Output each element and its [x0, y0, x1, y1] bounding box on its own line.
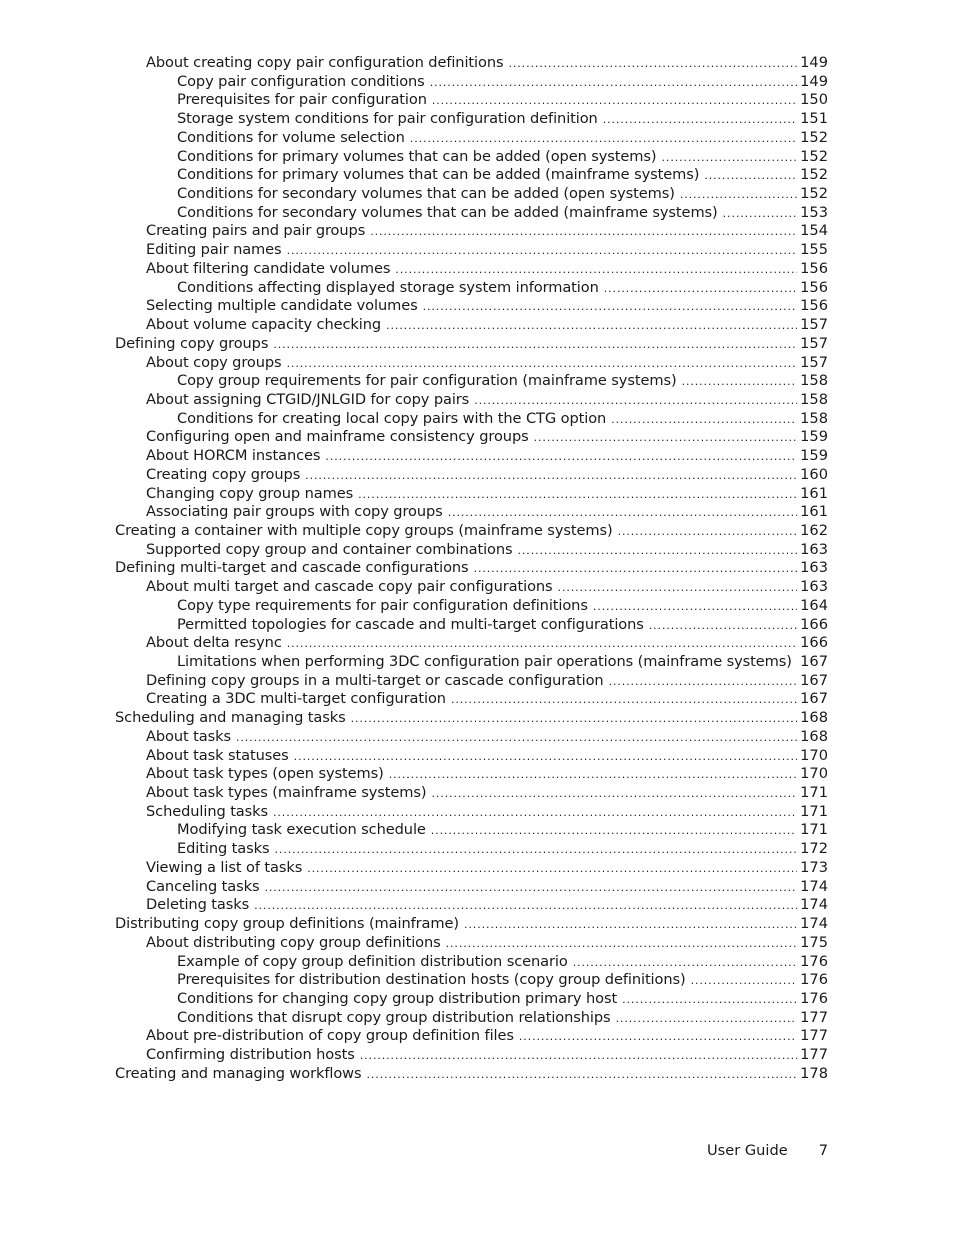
toc-dot-leader — [519, 1028, 797, 1047]
toc-entry[interactable] — [146, 634, 828, 653]
toc-entry[interactable] — [177, 372, 828, 391]
toc-entry-page: 172 — [800, 840, 828, 858]
toc-entry-title: Scheduling and managing tasks — [115, 709, 346, 727]
toc-entry-page: 171 — [800, 784, 828, 802]
toc-entry-title: About multi target and cascade copy pair configurations — [146, 578, 553, 596]
toc-entry[interactable] — [177, 91, 828, 110]
toc-entry-title: Conditions affecting displayed storage system information — [177, 278, 599, 296]
toc-entry-page: 177 — [800, 1027, 828, 1045]
toc-entry-page: 163 — [800, 559, 828, 577]
toc-entry[interactable] — [146, 503, 828, 522]
toc-entry[interactable] — [177, 653, 828, 672]
toc-entry-page: 152 — [800, 185, 828, 203]
toc-entry[interactable] — [177, 616, 828, 635]
toc-dot-leader — [558, 579, 798, 598]
toc-entry-title: About creating copy pair configuration definitions — [146, 54, 504, 71]
toc-dot-leader — [474, 392, 797, 411]
toc-entry[interactable] — [146, 934, 828, 953]
toc-dot-leader — [307, 860, 797, 879]
toc-entry[interactable] — [115, 709, 828, 728]
toc-entry[interactable] — [146, 690, 828, 709]
toc-dot-leader — [431, 822, 797, 841]
toc-dot-leader — [287, 635, 797, 654]
toc-entry-page: 175 — [800, 933, 828, 951]
toc-entry[interactable] — [146, 297, 828, 316]
toc-dot-leader — [432, 785, 798, 804]
toc-entry-title: About filtering candidate volumes — [146, 259, 391, 277]
toc-entry-title: Creating copy groups — [146, 465, 301, 483]
toc-dot-leader — [680, 186, 797, 205]
toc-entry-page: 157 — [800, 316, 828, 334]
toc-entry-title: Example of copy group definition distribution scenario — [177, 952, 568, 970]
toc-entry[interactable] — [115, 915, 828, 934]
toc-entry[interactable] — [146, 54, 828, 73]
toc-entry-page: 161 — [800, 484, 828, 502]
toc-entry-title: About volume capacity checking — [146, 316, 382, 334]
toc-dot-leader — [609, 673, 798, 692]
toc-entry[interactable] — [146, 316, 828, 335]
toc-entry-title: Editing pair names — [146, 241, 282, 259]
toc-entry[interactable] — [146, 878, 828, 897]
toc-entry[interactable] — [177, 840, 828, 859]
toc-entry-title: Viewing a list of tasks — [146, 858, 303, 876]
toc-dot-leader — [423, 298, 798, 317]
toc-dot-leader — [367, 1066, 798, 1085]
toc-entry-page: 158 — [800, 372, 828, 390]
toc-dot-leader — [446, 935, 798, 954]
toc-entry-page: 170 — [800, 765, 828, 783]
toc-entry[interactable] — [146, 765, 828, 784]
toc-dot-leader — [682, 373, 798, 392]
toc-entry-title: About copy groups — [146, 353, 282, 371]
toc-dot-leader — [370, 223, 797, 242]
toc-entry-title: Conditions for secondary volumes that can be added (open systems) — [177, 185, 675, 203]
toc-entry[interactable] — [177, 166, 828, 185]
toc-entry-title: Defining multi-target and cascade configurations — [115, 559, 469, 577]
toc-entry-page: 156 — [800, 278, 828, 296]
toc-dot-leader — [616, 1010, 798, 1029]
toc-dot-leader — [395, 261, 797, 280]
toc-entry-page: 160 — [800, 465, 828, 483]
toc-entry[interactable] — [115, 335, 828, 354]
toc-entry[interactable] — [146, 391, 828, 410]
toc-entry-title: About tasks — [146, 727, 232, 745]
toc-entry-page: 163 — [800, 540, 828, 558]
toc-entry-title: About task statuses — [146, 746, 289, 764]
toc-dot-leader — [386, 317, 797, 336]
toc-entry[interactable] — [146, 784, 828, 803]
toc-dot-leader — [464, 916, 797, 935]
toc-entry-title: Defining copy groups in a multi-target or cascade configuration — [146, 671, 604, 689]
toc-entry-title: Editing tasks — [177, 840, 270, 858]
toc-entry-page: 173 — [800, 858, 828, 876]
toc-entry-page: 167 — [800, 690, 828, 708]
toc-entry-page: 153 — [800, 203, 828, 221]
toc-entry-page: 166 — [800, 615, 828, 633]
toc-entry[interactable] — [146, 728, 828, 747]
toc-entry-title: Associating pair groups with copy groups — [146, 503, 443, 521]
toc-dot-leader — [236, 729, 797, 748]
toc-entry-page: 152 — [800, 166, 828, 184]
toc-entry[interactable] — [146, 747, 828, 766]
toc-entry-title: About task types (mainframe systems) — [146, 784, 427, 802]
toc-entry[interactable] — [115, 1065, 828, 1084]
toc-entry[interactable] — [177, 110, 828, 129]
toc-entry-page: 176 — [800, 952, 828, 970]
toc-entry-page: 168 — [800, 709, 828, 727]
toc-dot-leader — [448, 504, 797, 523]
toc-entry-page: 155 — [800, 241, 828, 259]
toc-dot-leader — [287, 242, 798, 261]
toc-entry-page: 174 — [800, 896, 828, 914]
toc-dot-leader — [649, 617, 797, 636]
toc-entry[interactable] — [146, 1046, 828, 1065]
toc-entry-title: Defining copy groups — [115, 334, 269, 352]
toc-dot-leader — [662, 149, 798, 168]
toc-entry-title: About task types (open systems) — [146, 765, 384, 783]
toc-entry-page: 174 — [800, 877, 828, 895]
toc-dot-leader — [305, 467, 797, 486]
toc-entry-page: 154 — [800, 222, 828, 240]
toc-entry-title: Configuring open and mainframe consistency groups — [146, 428, 529, 446]
toc-entry[interactable] — [146, 466, 828, 485]
toc-entry-title: Permitted topologies for cascade and multi-target configurations — [177, 615, 644, 633]
toc-entry[interactable] — [146, 803, 828, 822]
toc-entry-page: 156 — [800, 259, 828, 277]
toc-entry-page: 151 — [800, 110, 828, 128]
toc-entry-title: Creating a container with multiple copy groups (mainframe systems) — [115, 521, 613, 539]
toc-dot-leader — [691, 972, 798, 991]
toc-entry[interactable] — [177, 1009, 828, 1028]
toc-dot-leader — [325, 448, 797, 467]
toc-entry-title: About pre-distribution of copy group definition files — [146, 1027, 514, 1045]
toc-entry-page: 150 — [800, 91, 828, 109]
toc-entry-title: Limitations when performing 3DC configuration pair operations (mainframe systems) — [177, 653, 792, 670]
toc-entry[interactable] — [146, 896, 828, 915]
toc-entry-page: 171 — [800, 802, 828, 820]
toc-entry[interactable] — [177, 279, 828, 298]
toc-entry-page: 177 — [800, 1046, 828, 1064]
toc-entry-page: 176 — [800, 989, 828, 1007]
toc-dot-leader — [604, 280, 797, 299]
toc-entry-title: Creating a 3DC multi-target configuration — [146, 690, 446, 708]
toc-entry-page: 176 — [800, 971, 828, 989]
toc-entry-page: 158 — [800, 390, 828, 408]
toc-entry[interactable] — [177, 148, 828, 167]
toc-entry-page: 161 — [800, 503, 828, 521]
toc-entry-title: Conditions for primary volumes that can be added (mainframe systems) — [177, 166, 700, 184]
toc-dot-leader — [430, 74, 797, 93]
toc-entry-page: 152 — [800, 147, 828, 165]
toc-dot-leader — [254, 897, 797, 916]
toc-entry[interactable] — [146, 222, 828, 241]
toc-entry-title: Confirming distribution hosts — [146, 1046, 355, 1064]
toc-dot-leader — [275, 841, 798, 860]
toc-dot-leader — [360, 1047, 797, 1066]
page-footer — [707, 1142, 828, 1159]
toc-entry[interactable] — [177, 821, 828, 840]
toc-dot-leader — [351, 710, 798, 729]
toc-dot-leader — [389, 766, 797, 785]
toc-entry-title: Conditions for primary volumes that can be added (open systems) — [177, 147, 657, 165]
toc-entry-title: Conditions for creating local copy pairs with the CTG option — [177, 409, 607, 427]
toc-entry-title: Modifying task execution schedule — [177, 821, 426, 839]
toc-dot-leader — [618, 523, 798, 542]
toc-entry-title: About delta resync — [146, 634, 282, 652]
toc-entry[interactable] — [177, 597, 828, 616]
toc-entry-title: Prerequisites for distribution destination hosts (copy group definitions) — [177, 971, 686, 989]
toc-dot-leader — [508, 55, 797, 74]
toc-dot-leader — [518, 542, 798, 561]
toc-entry-page: 174 — [800, 915, 828, 933]
toc-entry[interactable] — [146, 672, 828, 691]
toc-entry-page: 162 — [800, 521, 828, 539]
toc-entry[interactable] — [115, 559, 828, 578]
toc-entry[interactable] — [146, 354, 828, 373]
toc-dot-leader — [294, 748, 797, 767]
toc-dot-leader — [573, 954, 797, 973]
toc-entry[interactable] — [177, 129, 828, 148]
toc-entry-title: Copy type requirements for pair configuration definitions — [177, 596, 588, 614]
toc-entry[interactable] — [177, 410, 828, 429]
toc-entry-page: 167 — [800, 671, 828, 689]
toc-entry-page: 156 — [800, 297, 828, 315]
toc-entry-page: 152 — [800, 128, 828, 146]
toc-entry-title: Deleting tasks — [146, 896, 250, 914]
toc-entry[interactable] — [177, 990, 828, 1009]
toc-entry[interactable] — [146, 541, 828, 560]
toc-entry-page: 163 — [800, 578, 828, 596]
toc-entry-page: 166 — [800, 634, 828, 652]
toc-entry-page: 159 — [800, 428, 828, 446]
toc-entry-page: 167 — [800, 653, 828, 670]
toc-dot-leader — [432, 92, 797, 111]
toc-entry-title: Supported copy group and container combinations — [146, 540, 513, 558]
toc-entry-title: Scheduling tasks — [146, 802, 269, 820]
toc-entry-title: Creating and managing workflows — [115, 1064, 362, 1082]
toc-dot-leader — [264, 879, 797, 898]
toc-dot-leader — [622, 991, 797, 1010]
toc-entry-title: Creating pairs and pair groups — [146, 222, 366, 240]
toc-entry-page: 164 — [800, 596, 828, 614]
toc-dot-leader — [593, 598, 797, 617]
toc-entry-title: Copy pair configuration conditions — [177, 72, 425, 90]
toc-entry-page: 149 — [800, 54, 828, 71]
toc-dot-leader — [287, 355, 798, 374]
toc-dot-leader — [723, 205, 797, 224]
table-of-contents — [0, 54, 954, 1084]
toc-entry-title: Conditions for volume selection — [177, 128, 405, 146]
toc-entry[interactable] — [146, 241, 828, 260]
toc-entry[interactable] — [146, 428, 828, 447]
footer-doc-title: User Guide — [706, 1142, 788, 1159]
toc-entry-page: 158 — [800, 409, 828, 427]
toc-entry-title: Canceling tasks — [146, 877, 260, 895]
toc-entry[interactable] — [146, 260, 828, 279]
footer-page-number: 7 — [818, 1142, 828, 1159]
toc-dot-leader — [611, 411, 797, 430]
toc-entry-title: Storage system conditions for pair configuration definition — [177, 110, 598, 128]
toc-entry-page: 177 — [800, 1008, 828, 1026]
toc-entry[interactable] — [177, 204, 828, 223]
toc-dot-leader — [451, 691, 797, 710]
toc-dot-leader — [410, 130, 797, 149]
toc-entry-page: 157 — [800, 334, 828, 352]
toc-entry[interactable] — [146, 1027, 828, 1046]
toc-dot-leader — [273, 804, 797, 823]
toc-entry-title: Distributing copy group definitions (mainframe) — [115, 915, 459, 933]
toc-entry-page: 159 — [800, 447, 828, 465]
toc-entry-title: About assigning CTGID/JNLGID for copy pairs — [146, 390, 470, 408]
toc-dot-leader — [534, 429, 798, 448]
toc-entry-title: Changing copy group names — [146, 484, 354, 502]
toc-entry-page: 178 — [800, 1064, 828, 1082]
toc-entry-title: Conditions for secondary volumes that can be added (mainframe systems) — [177, 203, 718, 221]
toc-entry[interactable] — [177, 953, 828, 972]
toc-entry[interactable] — [146, 578, 828, 597]
toc-entry-page: 171 — [800, 821, 828, 839]
toc-entry-title: Conditions that disrupt copy group distribution relationships — [177, 1008, 611, 1026]
toc-entry[interactable] — [177, 73, 828, 92]
toc-entry-title: Selecting multiple candidate volumes — [146, 297, 418, 315]
toc-entry[interactable] — [146, 447, 828, 466]
toc-entry-title: Copy group requirements for pair configuration (mainframe systems) — [177, 372, 677, 390]
toc-dot-leader — [273, 336, 797, 355]
toc-entry[interactable] — [146, 485, 828, 504]
toc-entry[interactable] — [146, 859, 828, 878]
toc-entry-title: Prerequisites for pair configuration — [177, 91, 427, 109]
toc-entry-title: Conditions for changing copy group distribution primary host — [177, 989, 618, 1007]
toc-entry-page: 157 — [800, 353, 828, 371]
toc-entry-page: 168 — [800, 727, 828, 745]
toc-entry-page: 149 — [800, 72, 828, 90]
toc-dot-leader — [603, 111, 797, 130]
toc-entry-page: 170 — [800, 746, 828, 764]
toc-entry[interactable] — [177, 971, 828, 990]
toc-entry-title: About HORCM instances — [146, 447, 321, 465]
toc-dot-leader — [704, 167, 797, 186]
toc-entry[interactable] — [115, 522, 828, 541]
toc-dot-leader — [474, 560, 798, 579]
toc-entry[interactable] — [177, 185, 828, 204]
toc-entry-title: About distributing copy group definitions — [146, 933, 441, 951]
toc-dot-leader — [358, 486, 797, 505]
